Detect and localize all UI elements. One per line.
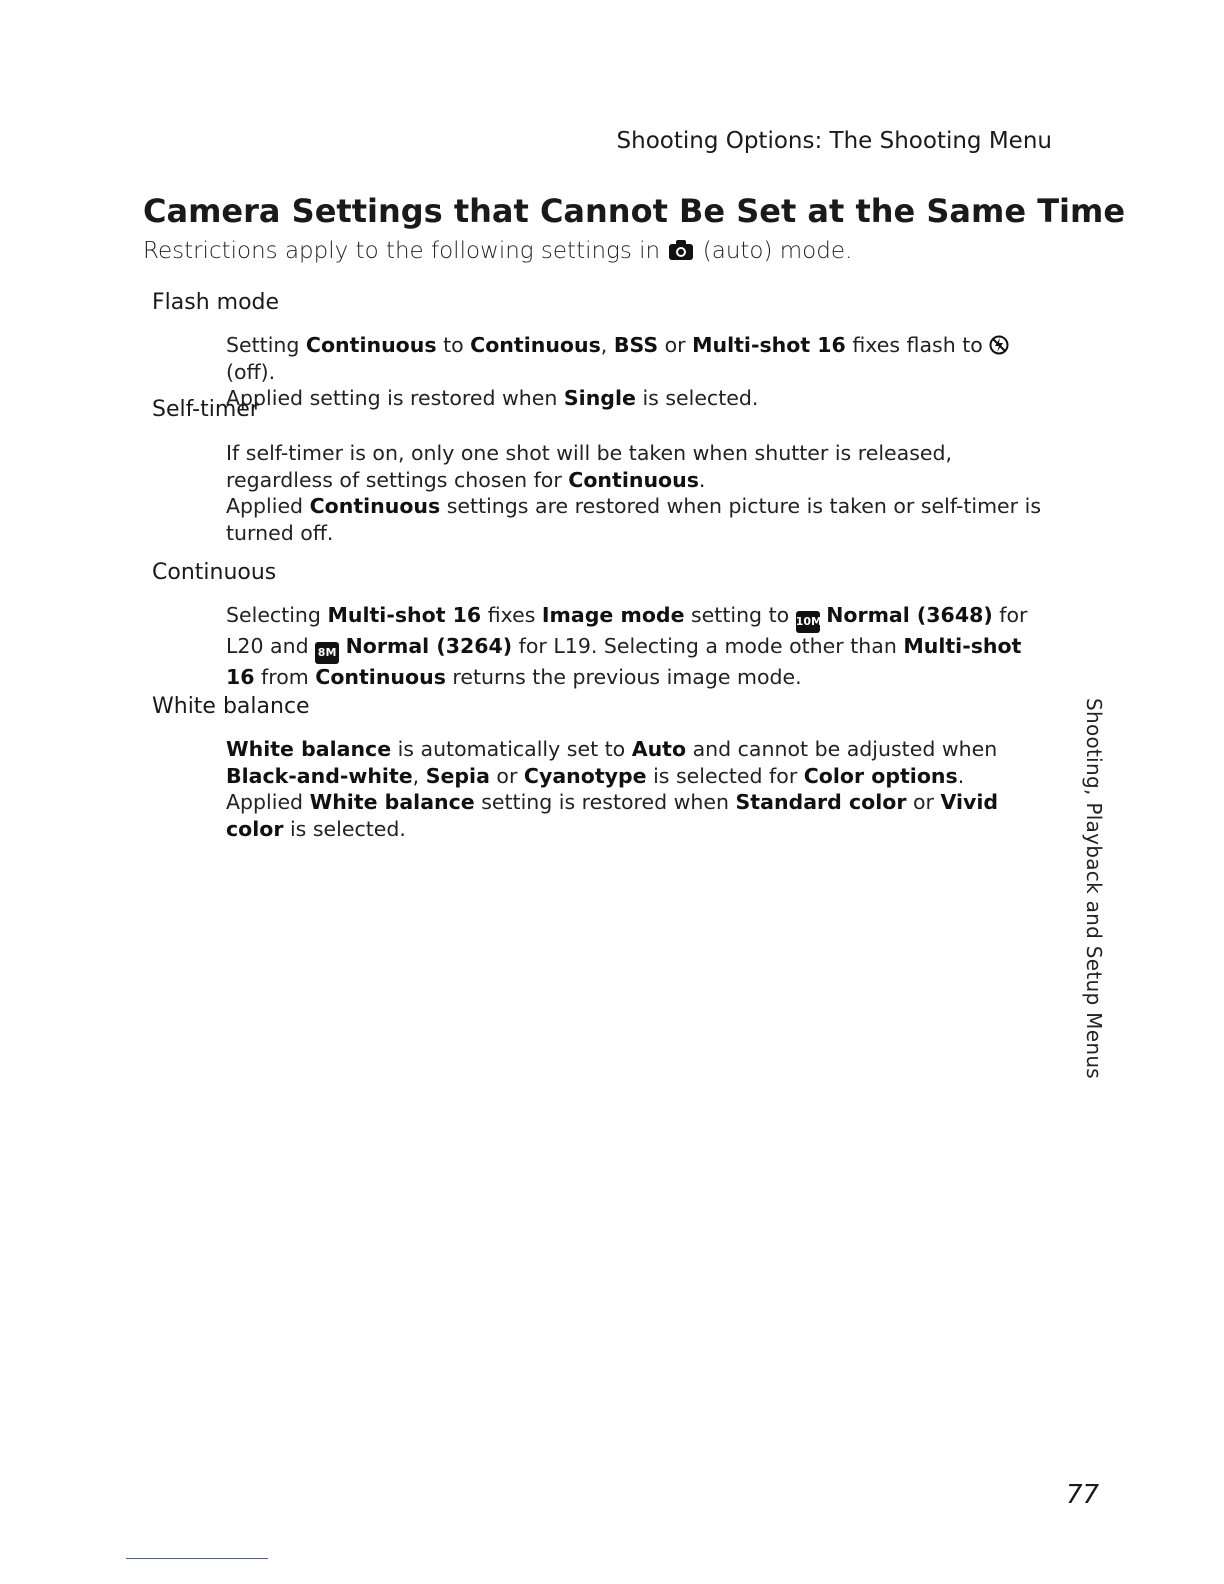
term-white-balance: White balance xyxy=(226,737,392,761)
section-body-continuous xyxy=(226,602,1046,691)
text-run: (off). xyxy=(226,359,276,384)
text-run: is selected for xyxy=(646,763,804,788)
term-cyanotype: Cyanotype xyxy=(523,763,647,788)
text-run: Selecting xyxy=(226,603,328,627)
text-run: fixes flash to xyxy=(845,333,990,357)
text-run: or xyxy=(658,333,693,357)
text-run: for L20 and xyxy=(226,603,1028,658)
term-standard-color: Standard color xyxy=(735,790,907,814)
text-run: Applied xyxy=(226,790,310,814)
text-run: Applied setting is restored when xyxy=(226,386,564,410)
footer-rule xyxy=(126,1558,268,1559)
term-continuous: Continuous xyxy=(305,333,437,357)
term-bss: BSS xyxy=(613,333,659,357)
term-normal-3648: Normal (3648) xyxy=(826,603,993,627)
section-heading-self-timer: Self-timer xyxy=(152,397,259,422)
section-heading-continuous: Continuous xyxy=(152,560,277,585)
text-run: to xyxy=(436,333,471,357)
section-body-self-timer xyxy=(226,440,1046,546)
image-size-8m-icon: 8M xyxy=(315,642,339,664)
intro-before: Restrictions apply to the following settings in xyxy=(143,238,661,264)
text-run: or xyxy=(489,763,524,788)
text-run: for L19. Selecting a mode other than xyxy=(512,634,904,658)
text-run: or xyxy=(906,790,941,814)
text-run: fixes xyxy=(481,603,542,627)
term-continuous: Continuous xyxy=(309,494,441,518)
text-run: returns the previous image mode. xyxy=(445,665,802,689)
intro-after: (auto) mode. xyxy=(702,238,853,264)
term-sepia: Sepia xyxy=(425,763,490,788)
term-auto: Auto xyxy=(631,737,687,761)
intro-text xyxy=(143,238,852,264)
text-run: . xyxy=(698,467,706,492)
page-number: 77 xyxy=(1066,1480,1100,1510)
text-run: , xyxy=(412,763,426,788)
auto-camera-icon xyxy=(667,238,695,262)
section-body-white-balance xyxy=(226,736,1046,842)
text-run: is selected. xyxy=(283,816,406,841)
term-color-options: Color options xyxy=(803,763,958,788)
term-continuous: Continuous xyxy=(470,333,601,357)
text-run: settings are restored when picture is taken or self-timer is turned off. xyxy=(226,494,1041,545)
running-header: Shooting Options: The Shooting Menu xyxy=(616,128,1052,154)
term-continuous: Continuous xyxy=(568,467,699,492)
term-vivid-color: Vivid color xyxy=(226,790,999,841)
text-run: If self-timer is on, only one shot will be taken when shutter is released, regardless of settings chosen for xyxy=(226,441,953,492)
term-normal-3264: Normal (3264) xyxy=(345,634,513,658)
term-multi-shot-16: Multi-shot 16 xyxy=(226,634,1022,689)
section-heading-flash-mode: Flash mode xyxy=(152,290,280,315)
term-single: Single xyxy=(563,386,636,410)
side-tab-label: Shooting, Playback and Setup Menus xyxy=(1082,698,1106,1080)
term-multi-shot-16: Multi-shot 16 xyxy=(692,333,846,357)
text-run: setting to xyxy=(684,603,796,627)
term-continuous: Continuous xyxy=(315,665,446,689)
image-size-10m-icon: 10M xyxy=(796,611,820,633)
flash-off-icon xyxy=(989,335,1009,355)
text-run: is selected. xyxy=(635,386,759,410)
term-image-mode: Image mode xyxy=(541,603,685,627)
text-run: Setting xyxy=(226,333,306,357)
text-run: from xyxy=(254,665,316,689)
text-run: and cannot be adjusted when xyxy=(686,737,998,761)
text-run: . xyxy=(957,763,965,788)
term-black-and-white: Black-and-white xyxy=(226,763,413,788)
page-title: Camera Settings that Cannot Be Set at the Same Time xyxy=(143,192,1126,230)
term-white-balance: White balance xyxy=(309,790,475,814)
section-heading-white-balance: White balance xyxy=(152,694,310,719)
text-run: Applied xyxy=(226,494,310,518)
section-body-flash-mode xyxy=(226,332,1046,412)
text-run: is automatically set to xyxy=(391,737,632,761)
text-run: , xyxy=(600,333,614,357)
term-multi-shot-16: Multi-shot 16 xyxy=(327,603,482,627)
text-run: setting is restored when xyxy=(474,790,736,814)
